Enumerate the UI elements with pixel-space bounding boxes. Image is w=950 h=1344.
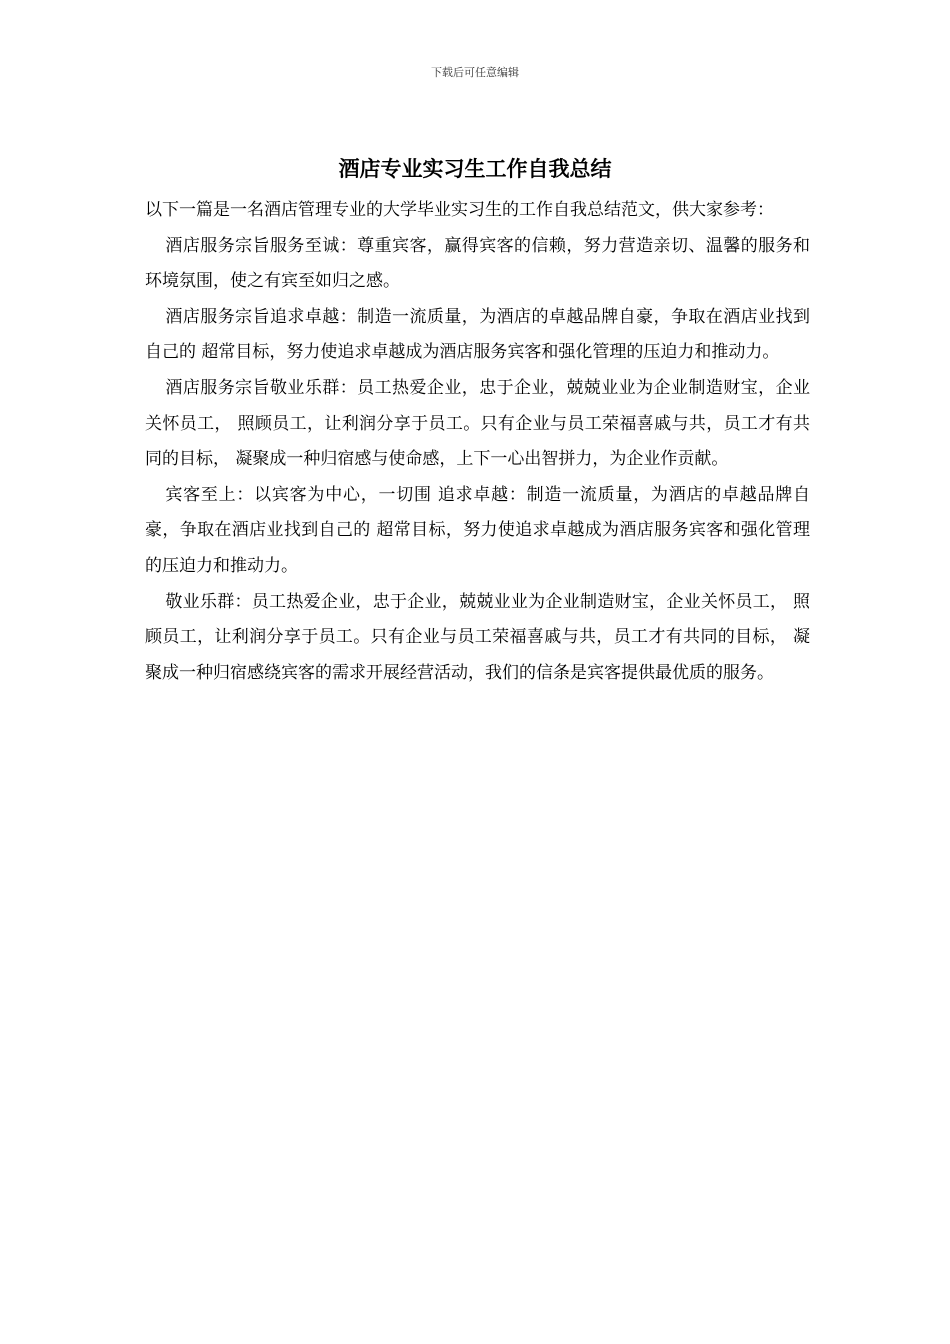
paragraph-dedication-teamwork: 酒店服务宗旨敬业乐群：员工热爱企业，忠于企业，兢兢业业为企业制造财宝，企业关怀员工， 照顾员工，让利润分享于员工。只有企业与员工荣福喜戚与共，员工才有共同的目标， 凝聚成一种归宿感与使命感，上下一心出智拼力，为企业作贡献。: [145, 377, 810, 470]
paragraph-service-sincerity: 酒店服务宗旨服务至诚：尊重宾客，赢得宾客的信赖，努力营造亲切、温馨的服务和环境氛围，使之有宾至如归之感。: [145, 235, 810, 292]
paragraph-guest-first: 宾客至上：以宾客为中心，一切围 追求卓越：制造一流质量，为酒店的卓越品牌自豪，争取在酒店业找到自己的 超常目标，努力使追求卓越成为酒店服务宾客和强化管理的压迫力和推动力。: [145, 484, 810, 576]
paragraph-intro: 以下一篇是一名酒店管理专业的大学毕业实习生的工作自我总结范文，供大家参考：: [145, 200, 774, 220]
document-title: 酒店专业实习生工作自我总结: [338, 156, 612, 181]
paragraph-pursue-excellence: 酒店服务宗旨追求卓越：制造一流质量，为酒店的卓越品牌自豪，争取在酒店业找到自己的 超常目标，努力使追求卓越成为酒店服务宾客和强化管理的压迫力和推动力。: [145, 306, 810, 363]
paragraph-dedication-summary: 敬业乐群：员工热爱企业，忠于企业，兢兢业业为企业制造财宝，企业关怀员工， 照顾员工，让利润分享于员工。只有企业与员工荣福喜戚与共，员工才有共同的目标， 凝聚成一种归宿感绕宾客的需求开展经营活动，我们的信条是宾客提供最优质的服务。: [145, 591, 810, 683]
header-note: 下载后可任意编辑: [431, 66, 519, 79]
document-body: [145, 193, 810, 691]
